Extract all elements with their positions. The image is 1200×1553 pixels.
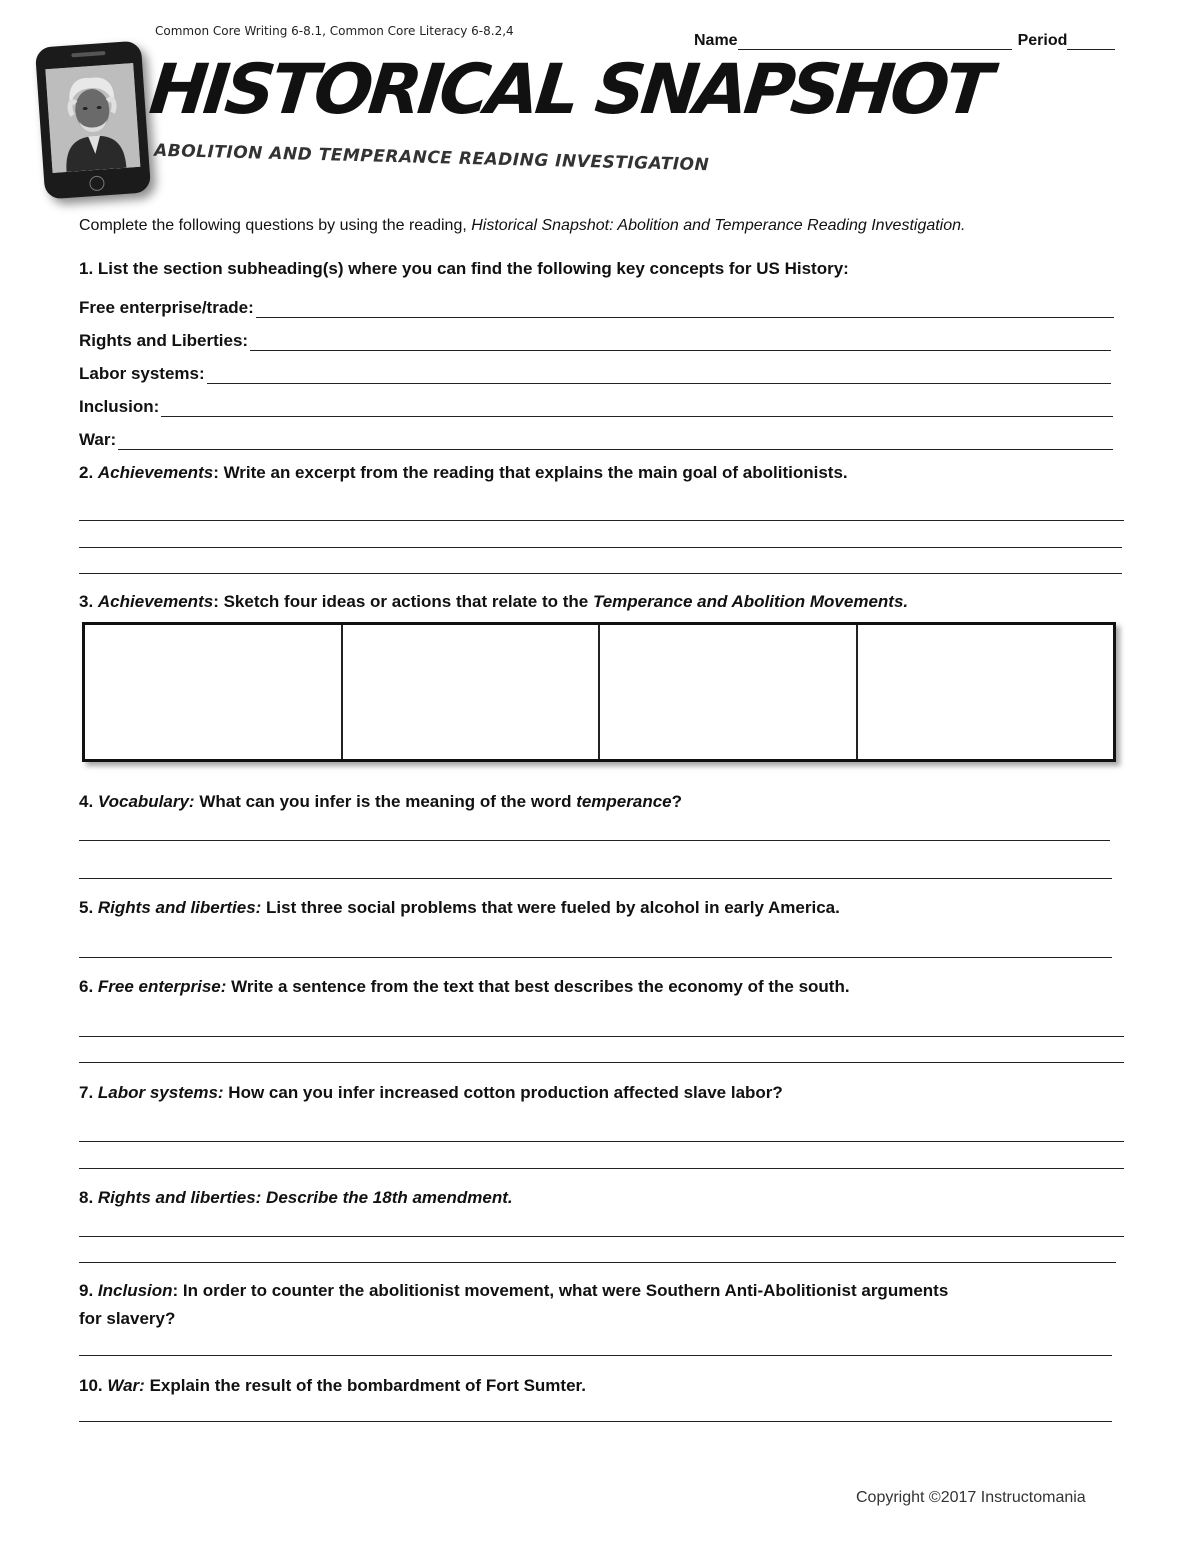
- field-rights-liberties: [79, 331, 1111, 351]
- sketch-box-1[interactable]: [85, 625, 343, 759]
- worksheet-subtitle: ABOLITION AND TEMPERANCE READING INVESTIGATION: [153, 140, 710, 176]
- question-number: 5.: [79, 898, 98, 917]
- question-number: 10.: [79, 1376, 108, 1395]
- question-9-continued: for slavery?: [79, 1309, 176, 1328]
- question-9: [79, 1281, 948, 1301]
- sketch-boxes: [82, 622, 1116, 762]
- sketch-box-3[interactable]: [600, 625, 858, 759]
- question-topic: Vocabulary:: [97, 792, 195, 811]
- question-text: How can you infer increased cotton production affected slave labor?: [223, 1083, 783, 1102]
- question-topic: Achievements: [97, 592, 214, 611]
- question-topic: Labor systems:: [97, 1083, 224, 1102]
- phone-portrait-image: [35, 40, 151, 199]
- field-label: Inclusion:: [79, 397, 160, 416]
- answer-line[interactable]: [79, 520, 1124, 521]
- answer-line[interactable]: [79, 1355, 1112, 1356]
- period-blank[interactable]: [1067, 33, 1115, 50]
- question-text: Write a sentence from the text that best describes the economy of the south.: [226, 977, 850, 996]
- period-label: Period: [1017, 32, 1068, 49]
- question-topic: War:: [107, 1376, 145, 1395]
- question-emphasis: Temperance and Abolition Movements.: [592, 592, 909, 611]
- portrait-icon: [45, 63, 140, 173]
- phone-speaker: [71, 51, 105, 57]
- field-label: War:: [79, 430, 117, 449]
- answer-line[interactable]: [79, 1141, 1124, 1142]
- answer-line[interactable]: [79, 957, 1112, 958]
- answer-line[interactable]: [118, 435, 1113, 450]
- question-4: [79, 792, 682, 812]
- question-2: [79, 463, 848, 483]
- question-topic: Rights and liberties:: [97, 898, 262, 917]
- answer-line[interactable]: [161, 402, 1113, 417]
- question-text: Explain the result of the bombardment of Fort Sumter.: [144, 1376, 586, 1395]
- question-topic: Free enterprise:: [97, 977, 227, 996]
- answer-line[interactable]: [79, 840, 1110, 841]
- question-topic: Achievements: [97, 463, 214, 482]
- sketch-box-2[interactable]: [343, 625, 601, 759]
- question-number: 7.: [79, 1083, 98, 1102]
- standards-note: Common Core Writing 6-8.1, Common Core Literacy 6-8.2,4: [155, 24, 514, 38]
- field-war: [79, 430, 1113, 450]
- question-emphasis: temperance: [576, 792, 672, 811]
- answer-line[interactable]: [256, 303, 1114, 318]
- question-number: 8.: [79, 1188, 98, 1207]
- question-topic: Inclusion: [97, 1281, 173, 1300]
- field-label: Free enterprise/trade:: [79, 298, 254, 317]
- question-topic: Rights and liberties: Describe the 18th amendment.: [97, 1188, 513, 1207]
- question-6: [79, 977, 850, 997]
- question-1: 1. List the section subheading(s) where you can find the following key concepts for US History:: [79, 259, 849, 278]
- answer-line[interactable]: [79, 1262, 1116, 1263]
- question-number: 3.: [79, 592, 98, 611]
- answer-line[interactable]: [79, 1062, 1124, 1063]
- field-labor-systems: [79, 364, 1111, 384]
- question-number: 9.: [79, 1281, 98, 1300]
- answer-line[interactable]: [79, 1421, 1112, 1422]
- question-5: [79, 898, 840, 918]
- sketch-box-4[interactable]: [858, 625, 1114, 759]
- field-label: Rights and Liberties:: [79, 331, 249, 350]
- portrait-photo: [45, 63, 140, 173]
- question-end: ?: [671, 792, 683, 811]
- field-inclusion: [79, 397, 1113, 417]
- question-10: [79, 1376, 586, 1396]
- question-text: : Sketch four ideas or actions that relate to the: [213, 592, 593, 611]
- question-3: [79, 592, 908, 612]
- answer-line[interactable]: [79, 573, 1122, 574]
- question-text: List three social problems that were fueled by alcohol in early America.: [261, 898, 840, 917]
- name-period-field: [694, 32, 1115, 50]
- worksheet-title: HISTORICAL SNAPSHOT: [145, 50, 993, 130]
- name-label: Name: [694, 32, 738, 49]
- answer-line[interactable]: [79, 878, 1112, 879]
- answer-line[interactable]: [207, 369, 1111, 384]
- question-number: 4.: [79, 792, 98, 811]
- question-text: What can you infer is the meaning of the word: [194, 792, 577, 811]
- question-text: : Write an excerpt from the reading that explains the main goal of abolitionists.: [213, 463, 848, 482]
- answer-line[interactable]: [79, 547, 1122, 548]
- phone-home-button: [89, 175, 105, 191]
- question-text: : In order to counter the abolitionist movement, what were Southern Anti-Abolitionist arguments: [172, 1281, 949, 1300]
- answer-line[interactable]: [79, 1236, 1124, 1237]
- instructions-text: Complete the following questions by using the reading,: [79, 217, 472, 234]
- answer-line[interactable]: [79, 1036, 1124, 1037]
- answer-line[interactable]: [250, 336, 1111, 351]
- question-8: [79, 1188, 513, 1208]
- reading-title: Historical Snapshot: Abolition and Temperance Reading Investigation.: [471, 217, 966, 234]
- field-label: Labor systems:: [79, 364, 205, 383]
- question-number: 2.: [79, 463, 98, 482]
- answer-line[interactable]: [79, 1168, 1124, 1169]
- question-7: [79, 1083, 783, 1103]
- instructions: [79, 217, 965, 235]
- name-blank[interactable]: [738, 33, 1012, 50]
- question-number: 6.: [79, 977, 98, 996]
- field-free-enterprise: [79, 298, 1114, 318]
- copyright: Copyright ©2017 Instructomania: [856, 1489, 1086, 1506]
